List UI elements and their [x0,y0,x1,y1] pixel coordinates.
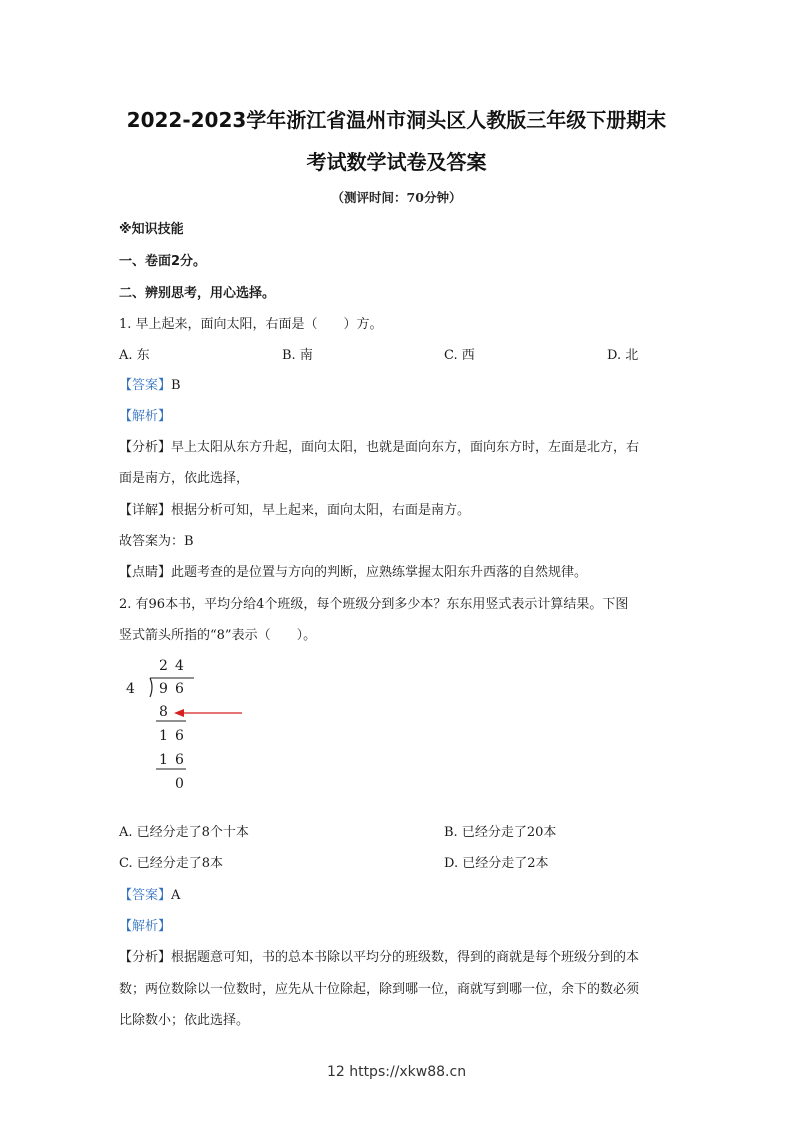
q1-option-b: B. 南 [282,348,313,363]
dianjing-text: 此题考查的是位置与方向的判断，应熟练掌握太阳东升西落的自然规律。 [171,565,588,580]
xiangjie-tag: 【详解】 [119,503,172,518]
question-2-line1: 2. 有96本书，平均分给4个班级，每个班级分到多少本？东东用竖式表示计算结果。下图 [119,597,629,612]
q2-analysis [119,915,171,934]
division-bracket [150,678,152,697]
question-2-line2: 竖式箭头所指的“8”表示（ ）。 [119,628,317,643]
division-lines [110,655,260,795]
answer-value: B [171,378,181,393]
section-knowledge: ※知识技能 [119,222,184,237]
q1-fenxi-line2: 面是南方，依此选择， [119,471,250,486]
q1-xiangjie [119,499,470,518]
q1-fenxi-line1 [119,436,639,455]
part-two-heading: 二、辨别思考，用心选择。 [119,286,276,301]
question-1: 1. 早上起来，面向太阳，右面是（ ）方。 [119,317,383,332]
test-duration: （测评时间：70分钟） [331,190,462,205]
q1-option-d: D. 北 [607,348,639,363]
q2-option-b: B. 已经分走了20本 [444,825,557,840]
page-title-line1: 2022-2023学年浙江省温州市洞头区人教版三年级下册期末 [126,108,667,132]
q1-dianjing [119,561,587,580]
dianjing-tag: 【点睛】 [119,565,172,580]
step2-ones: 6 [175,728,184,744]
analysis-tag: 【解析】 [119,919,172,934]
q1-answer [119,374,181,393]
quotient-ones: 4 [175,658,184,674]
q2-answer [119,884,180,903]
step3-tens: 1 [159,752,168,768]
q2-fenxi-line3: 比除数小；依此选择。 [119,1013,250,1028]
xiangjie-text: 根据分析可知，早上起来，面向太阳，右面是南方。 [171,503,471,518]
q2-option-c: C. 已经分走了8本 [119,856,224,871]
remainder: 0 [175,776,184,792]
q1-option-c: C. 西 [444,348,475,363]
page-title-line2: 考试数学试卷及答案 [306,150,487,174]
dividend-tens: 9 [159,681,168,697]
divisor: 4 [126,681,135,697]
fenxi-tag: 【分析】 [119,440,172,455]
q2-fenxi-line2: 数；两位数除以一位数时，应先从十位除起，除到哪一位，商就写到哪一位，余下的数必须 [119,982,640,997]
quotient-tens: 2 [159,658,168,674]
analysis-tag: 【解析】 [119,409,172,424]
page-footer[interactable]: 12 https://xkw88.cn [326,1064,467,1080]
answer-tag: 【答案】 [119,888,172,903]
q2-option-a: A. 已经分走了8个十本 [119,825,249,840]
pointer-arrow-head [174,709,184,717]
part-one-heading: 一、卷面2分。 [119,254,207,269]
long-division-diagram [110,655,260,795]
fenxi-text: 根据题意可知，书的总本书除以平均分的班级数，得到的商就是每个班级分到的本 [171,950,640,965]
q2-option-d: D. 已经分走了2本 [444,856,549,871]
fenxi-text: 早上太阳从东方升起，面向太阳，也就是面向东方，面向东方时，左面是北方，右 [171,440,640,455]
dividend-ones: 6 [175,681,184,697]
step3-ones: 6 [175,752,184,768]
fenxi-tag: 【分析】 [119,950,172,965]
step1-value: 8 [159,704,168,720]
step2-tens: 1 [159,728,168,744]
q1-analysis [119,405,171,424]
answer-value: A [171,888,181,903]
q1-final-answer: 故答案为：B [119,534,194,549]
answer-tag: 【答案】 [119,378,172,393]
q1-option-a: A. 东 [119,348,150,363]
q2-fenxi-line1 [119,946,639,965]
